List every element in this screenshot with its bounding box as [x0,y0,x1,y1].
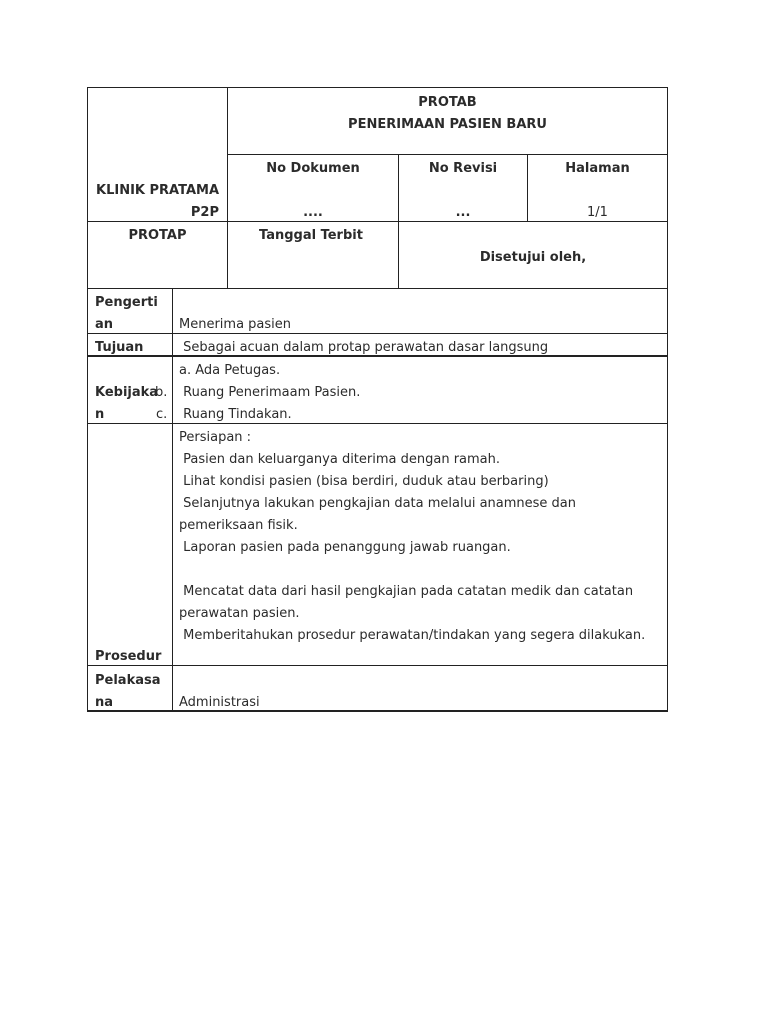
halaman-value: 1/1 [587,205,608,220]
no-revisi-label: No Revisi [428,161,498,176]
label-column-divider [172,288,173,711]
kebijakan-item: Ruang Penerimaam Pasien. [179,385,361,400]
prosedur-line: Mencatat data dari hasil pengkajian pada catatan medik dan catatan [179,584,634,599]
title-line-1: PROTAB [418,95,477,110]
protap-label: PROTAP [128,228,187,243]
no-dokumen-label: No Dokumen [266,161,360,176]
prosedur-bottom-border [87,665,668,666]
no-revisi-value: ... [455,205,471,220]
prosedur-line: Pasien dan keluarganya diterima dengan ramah. [179,452,501,467]
tujuan-label: Tujuan [95,340,144,355]
table-top-border [87,87,668,88]
kebijakan-item: Ruang Tindakan. [179,407,292,422]
kebijakan-label-1: Kebijaka [95,385,159,400]
pengertian-label-1: Pengerti [95,295,158,310]
table-bottom-border [87,710,668,712]
kebijakan-marker-b: b. [155,385,168,400]
clinic-name: KLINIK PRATAMA [96,183,220,198]
clinic-code: P2P [190,205,219,220]
tanggal-terbit-label: Tanggal Terbit [259,228,363,243]
prosedur-line: pemeriksaan fisik. [179,518,298,533]
prosedur-label: Prosedur [95,649,162,664]
no-dokumen-value: .... [303,205,323,220]
prosedur-line: Lihat kondisi pasien (bisa berdiri, duduk atau berbaring) [179,474,549,489]
kebijakan-bottom-border [87,423,668,424]
pengertian-label-2: an [95,317,114,332]
header-bottom-border [87,288,668,289]
kebijakan-marker-c: c. [156,407,168,422]
pelaksana-label-1: Pelakasa [95,673,161,688]
table-left-border [87,87,88,711]
tujuan-value: Sebagai acuan dalam protap perawatan dasar langsung [179,340,549,355]
disetujui-label: Disetujui oleh, [479,250,587,265]
prosedur-line: Selanjutnya lakukan pengkajian data melalui anamnese dan [179,496,577,511]
doc-info-bottom-border [87,221,668,222]
prosedur-line: Laporan pasien pada penanggung jawab ruangan. [179,540,511,555]
title-line-2: PENERIMAAN PASIEN BARU [348,117,547,132]
pengertian-bottom-border [87,333,668,334]
prosedur-line: Persiapan : [179,430,252,445]
pengertian-value: Menerima pasien [179,317,292,332]
pelaksana-label-2: na [95,695,114,710]
pelaksana-value: Administrasi [179,695,260,710]
halaman-label: Halaman [565,161,630,176]
kebijakan-item: a. Ada Petugas. [179,363,281,378]
kebijakan-label-2: n [95,407,105,422]
prosedur-line: perawatan pasien. [179,606,300,621]
prosedur-line: Memberitahukan prosedur perawatan/tindakan yang segera dilakukan. [179,628,646,643]
table-right-border [667,87,668,711]
title-bottom-border [227,154,668,155]
